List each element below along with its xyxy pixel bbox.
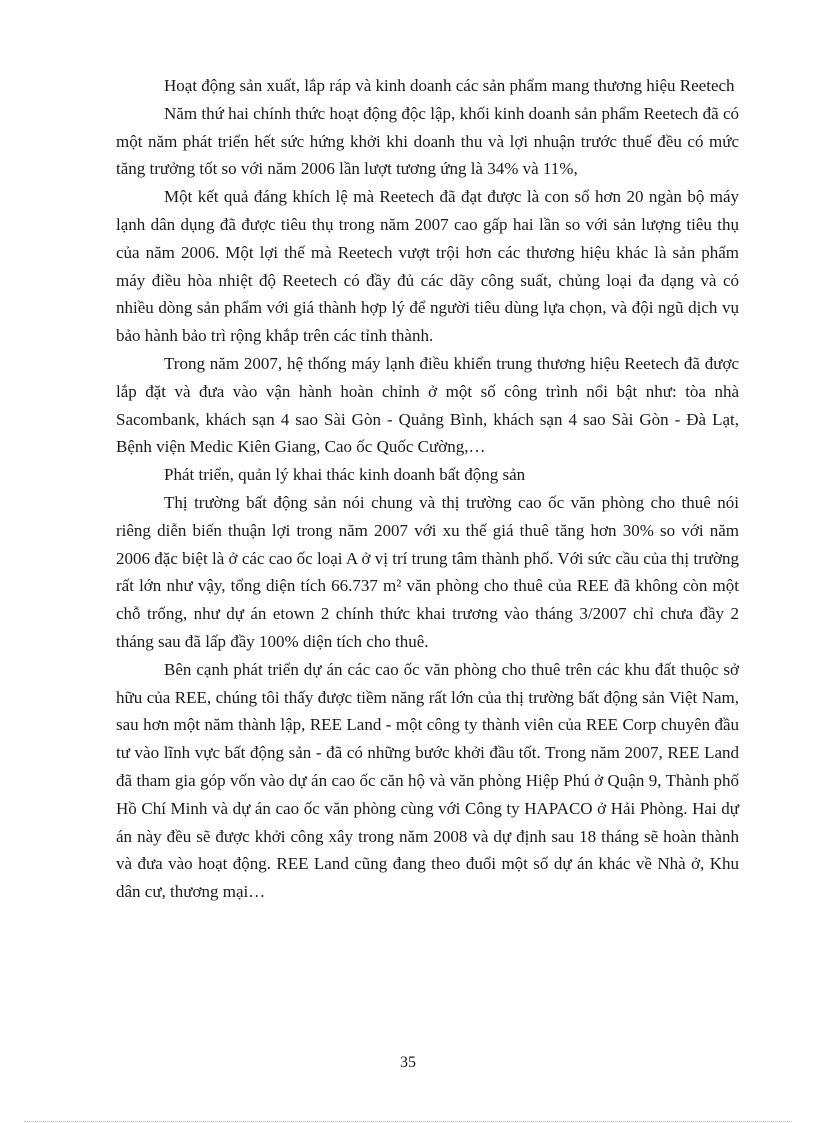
paragraph-ree-land: Bên cạnh phát triển dự án các cao ốc văn phòng cho thuê trên các khu đất thuộc sở hữu của REE, chúng tôi thấy được tiềm năng rất lớn của thị trường bất động sản Việt Nam, sau hơn một năm thành lập, REE Land - một công ty thành viên của REE Corp chuyên đầu tư vào lĩnh vực bất động sản - đã có những bước khởi đầu tốt. Trong năm 2007, REE Land đã tham gia góp vốn vào dự án cao ốc căn hộ và văn phòng Hiệp Phú ở Quận 9, Thành phố Hồ Chí Minh và dự án cao ốc văn phòng cùng với Công ty HAPACO ở Hải Phòng. Hai dự án này đều sẽ được khởi công xây trong năm 2008 và dự định sau 18 tháng sẽ hoàn thành và đưa vào hoạt động. REE Land cũng đang theo đuổi một số dự án khác về Nhà ở, Khu dân cư, thương mại… [116, 659, 739, 902]
paragraph-reetech-sales: Một kết quả đáng khích lệ mà Reetech đã đạt được là con số hơn 20 ngàn bộ máy lạnh dân dụng đã được tiêu thụ trong năm 2007 cao gấp hai lần so với sản lượng tiêu thụ của năm 2006. Một lợi thế mà Reetech vượt trội hơn các thương hiệu khác là sản phẩm máy điều hòa nhiệt độ Reetech có đầy đủ các dãy công suất, chủng loại đa dạng và có nhiều dòng sản phẩm với giá thành hợp lý để người tiêu dùng lựa chọn, và đội ngũ dịch vụ bảo hành bảo trì rộng khắp trên các tỉnh thành. [116, 187, 739, 346]
section-heading-reetech: Hoạt động sản xuất, lắp ráp và kinh doanh các sản phẩm mang thương hiệu Reetech [164, 76, 735, 95]
section-heading-real-estate: Phát triển, quản lý khai thác kinh doanh bất động sản [164, 465, 526, 485]
document-body [116, 72, 739, 906]
paragraph-reetech-growth: Năm thứ hai chính thức hoạt động độc lập, khối kinh doanh sản phẩm Reetech đã có một năm phát triển hết sức hứng khởi khi doanh thu và lợi nhuận trước thuế đều có mức tăng trưởng tốt so với năm 2006 lần lượt tương ứng là 34% và 11%, [116, 103, 739, 179]
paragraph-reetech-projects: Trong năm 2007, hệ thống máy lạnh điều khiển trung thương hiệu Reetech đã được lắp đặt và đưa vào vận hành hoàn chỉnh ở một số công trình nổi bật như: tòa nhà Sacombank, khách sạn 4 sao Sài Gòn - Quảng Bình, khách sạn 4 sao Sài Gòn - Đà Lạt, Bệnh viện Medic Kiên Giang, Cao ốc Quốc Cường,… [116, 353, 739, 457]
page-bottom-border [24, 1121, 792, 1122]
paragraph-office-market: Thị trường bất động sản nói chung và thị trường cao ốc văn phòng cho thuê nói riêng diễn biến thuận lợi trong năm 2007 với xu thế giá thuê tăng hơn 30% so với năm 2006 đặc biệt là ở các cao ốc loại A ở vị trí trung tâm thành phố. Với sức cầu của thị trường rất lớn như vậy, tổng diện tích 66.737 m² văn phòng cho thuê của REE đã không còn một chỗ trống, như dự án etown 2 chính thức khai trương vào tháng 3/2007 chỉ chưa đầy 2 tháng sau đã lấp đầy 100% diện tích cho thuê. [116, 492, 739, 651]
page-number: 35 [400, 1054, 416, 1071]
